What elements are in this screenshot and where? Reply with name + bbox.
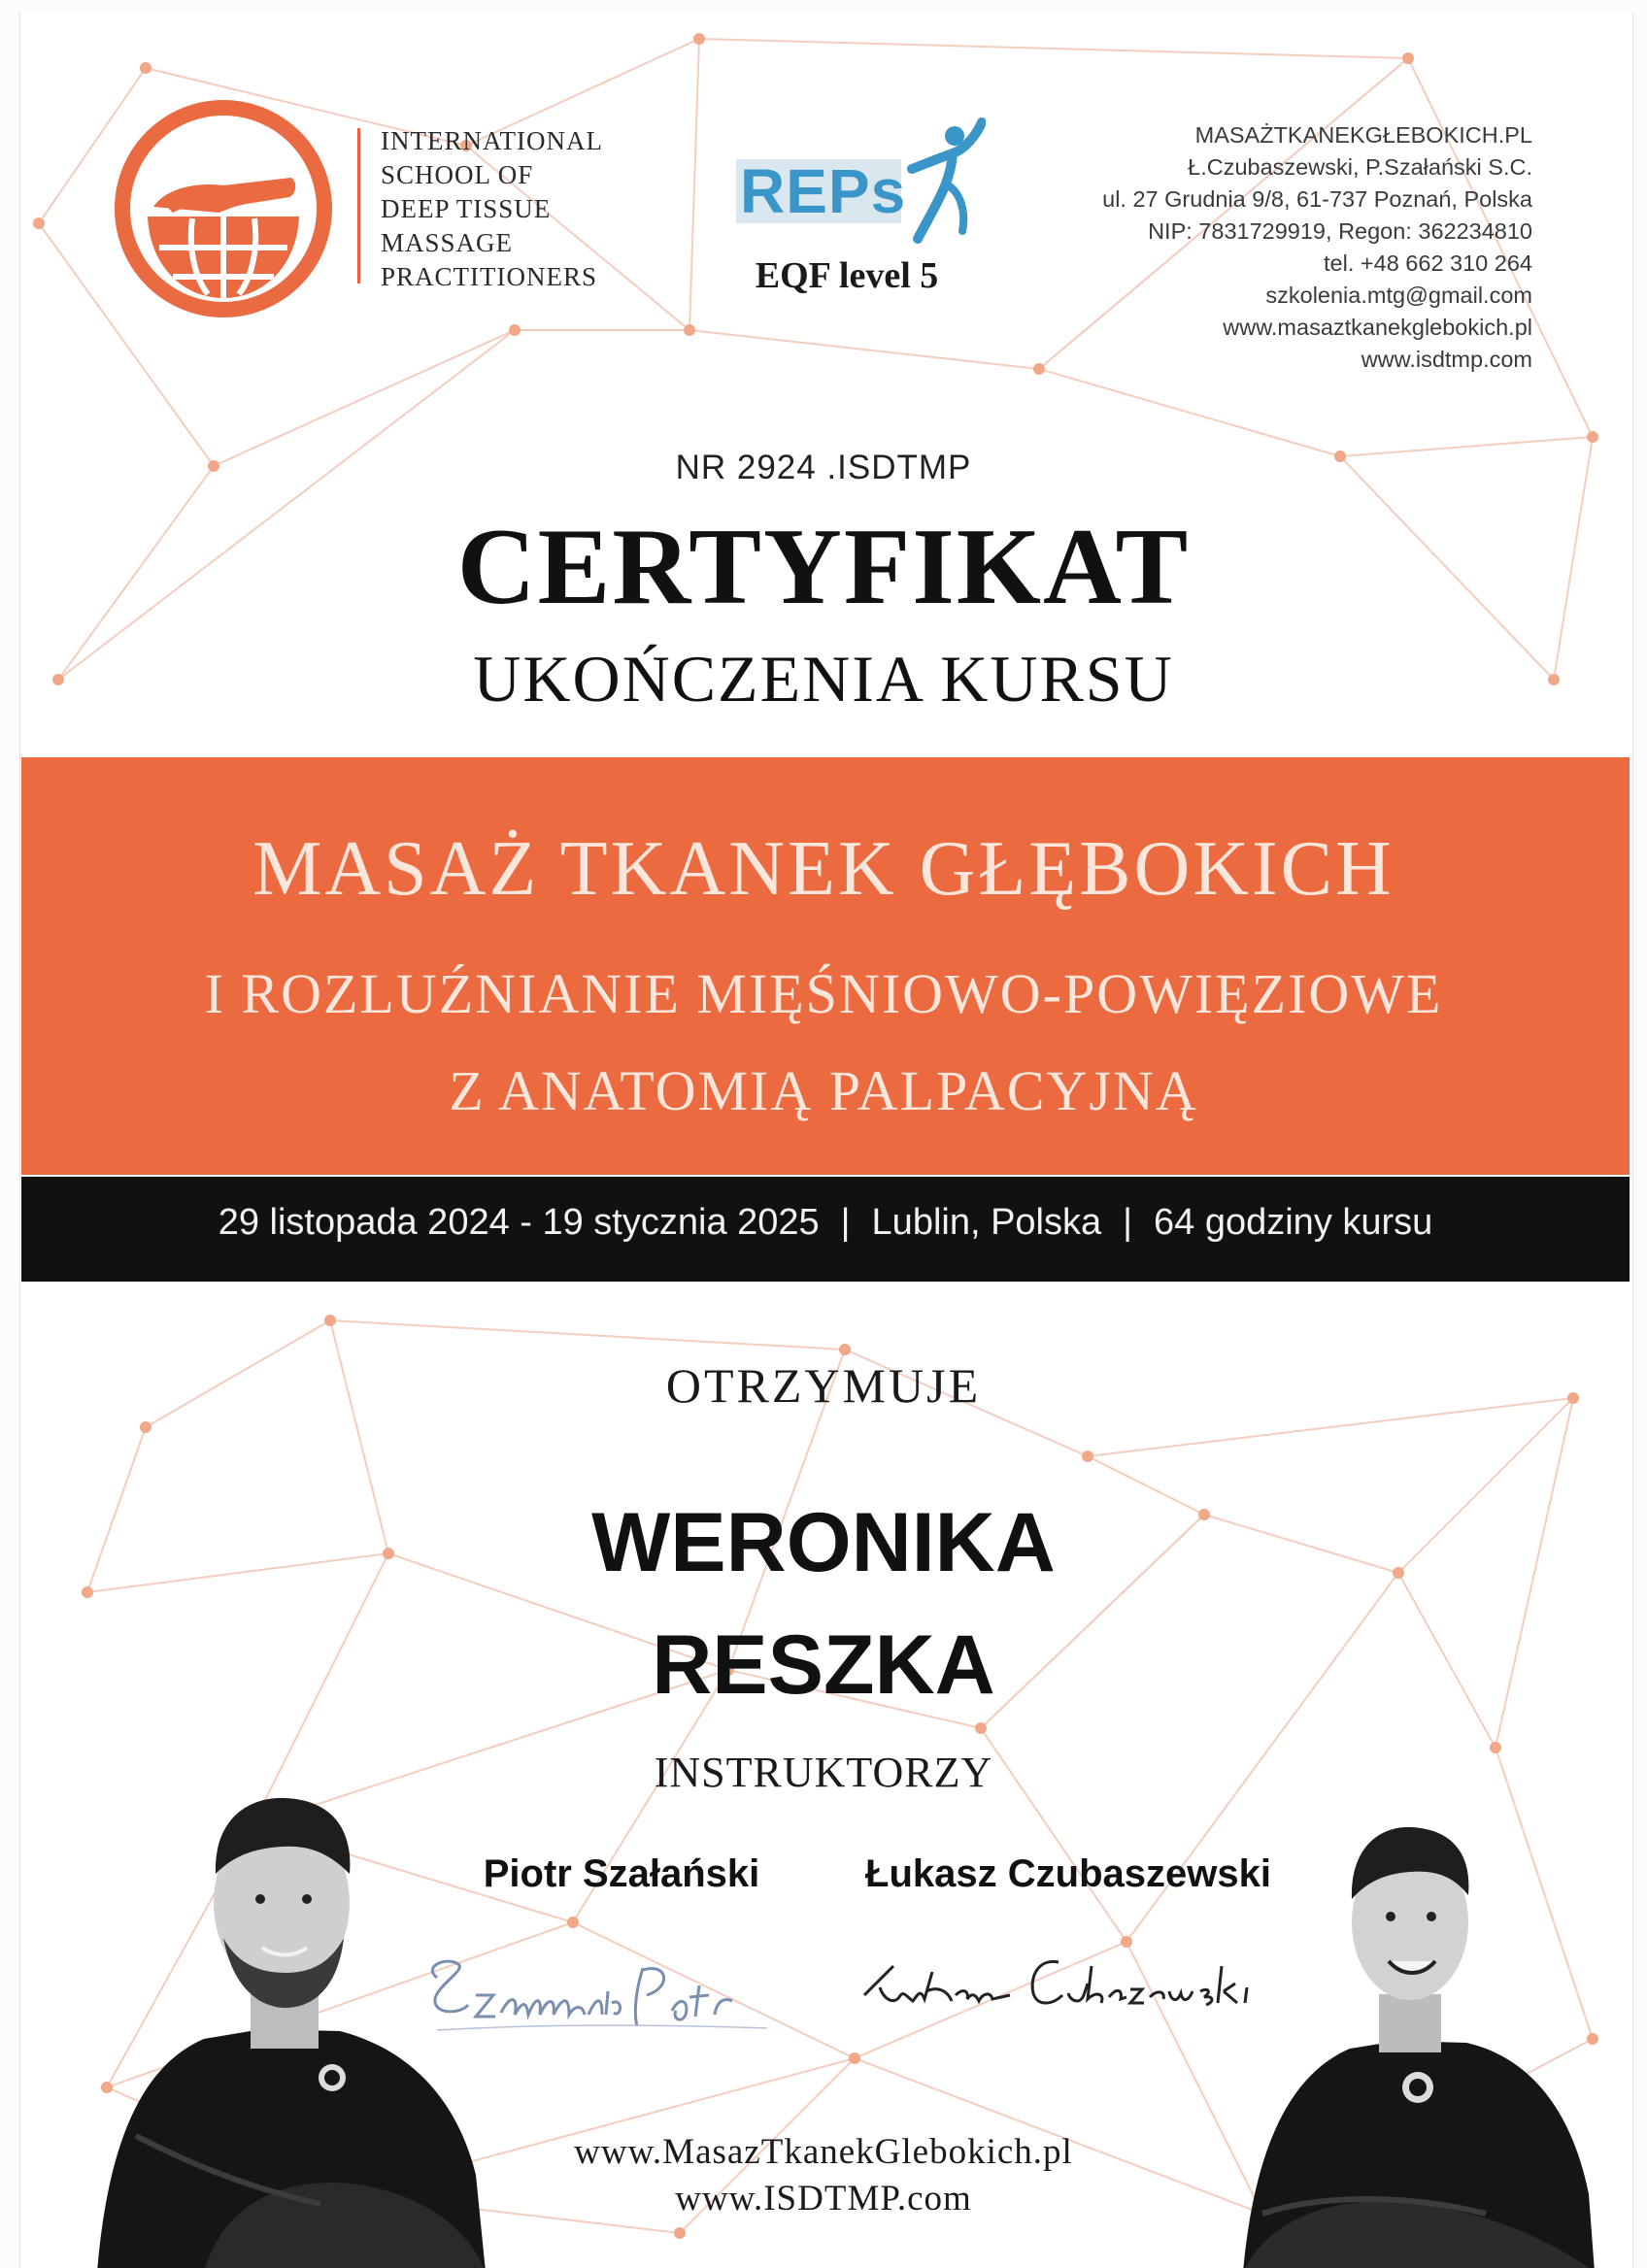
- school-name-line: DEEP TISSUE: [381, 194, 552, 223]
- network-line: [699, 39, 1408, 58]
- eqf-level: EQF level 5: [755, 255, 939, 296]
- course-hours: 64 godziny kursu: [1154, 1202, 1433, 1243]
- contact-line: szkolenia.mtg@gmail.com: [1265, 283, 1532, 308]
- certificate-number: NR 2924 .ISDTMP: [675, 449, 972, 486]
- school-name-line: MASSAGE: [381, 228, 514, 257]
- recipient-label: OTRZYMUJE: [665, 1358, 982, 1413]
- course-dates: 29 listopada 2024 - 19 stycznia 2025: [218, 1202, 820, 1243]
- contact-line: MASAŻTKANEKGŁEBOKICH.PL: [1194, 122, 1532, 148]
- contact-line: NIP: 7831729919, Regon: 362234810: [1148, 218, 1532, 244]
- contact-line: tel. +48 662 310 264: [1324, 250, 1532, 276]
- contact-line: www.masaztkanekglebokich.pl: [1223, 315, 1532, 340]
- certificate-subtitle: UKOŃCZENIA KURSU: [473, 642, 1174, 716]
- instructor-name: Łukasz Czubaszewski: [865, 1852, 1271, 1895]
- network-node: [1082, 1451, 1093, 1462]
- meta-separator: |: [840, 1202, 851, 1243]
- instructor-photo-right: [1243, 1786, 1602, 2268]
- network-node: [509, 324, 521, 336]
- certificate-title: CERTYFIKAT: [456, 507, 1191, 627]
- network-node: [567, 1917, 579, 1928]
- course-title-line-2: I ROZLUŹNIANIE MIĘŚNIOWO-POWIĘZIOWE: [204, 962, 1443, 1025]
- meta-separator: |: [1123, 1202, 1133, 1243]
- network-node: [849, 2052, 860, 2064]
- recipient-last-name: RESZKA: [652, 1618, 995, 1712]
- contact-line: ul. 27 Grudnia 9/8, 61-737 Poznań, Polska: [1102, 186, 1532, 212]
- contact-line: www.isdtmp.com: [1361, 347, 1532, 372]
- network-node: [975, 1722, 987, 1734]
- network-node: [684, 324, 695, 336]
- school-name-line: INTERNATIONAL: [381, 126, 603, 155]
- network-line: [1039, 369, 1340, 456]
- network-node: [33, 217, 45, 229]
- network-node: [324, 1315, 336, 1326]
- network-node: [693, 33, 705, 45]
- network-node: [140, 62, 151, 74]
- network-node: [674, 2227, 686, 2239]
- course-location: Lublin, Polska: [871, 1202, 1102, 1243]
- course-title-line-1: MASAŻ TKANEK GŁĘBOKICH: [252, 826, 1395, 912]
- school-name-line: PRACTITIONERS: [381, 262, 598, 291]
- network-node: [1402, 52, 1414, 64]
- school-logo-icon: [107, 92, 340, 325]
- school-name-line: SCHOOL OF: [381, 160, 534, 189]
- reps-figure-icon: [898, 115, 986, 250]
- network-node: [1587, 431, 1598, 443]
- network-node: [1033, 363, 1045, 375]
- course-meta-row: [21, 1202, 1630, 1244]
- network-node: [140, 1421, 151, 1433]
- contact-line: Ł.Czubaszewski, P.Szałański S.C.: [1188, 154, 1532, 180]
- logo-divider: [357, 128, 360, 284]
- reps-logo-text: REPs: [740, 156, 907, 226]
- network-line: [330, 1320, 845, 1350]
- school-name: [381, 124, 691, 294]
- network-node: [839, 1344, 851, 1355]
- contact-block: [1102, 119, 1532, 376]
- footer-url-2: www.ISDTMP.com: [675, 2179, 972, 2218]
- instructors-label: INSTRUKTORZY: [654, 1749, 993, 1796]
- instructor-name: Piotr Szałański: [483, 1852, 760, 1895]
- instructor-photo-left: [87, 1748, 495, 2268]
- signature-lukasz-czubaszewski: [855, 1937, 1301, 2024]
- footer-url-1: www.MasazTkanekGlebokich.pl: [574, 2132, 1073, 2172]
- recipient-first-name: WERONIKA: [591, 1496, 1056, 1589]
- course-title-line-3: Z ANATOMIĄ PALPACYJNĄ: [449, 1059, 1198, 1122]
- network-line: [689, 330, 1039, 369]
